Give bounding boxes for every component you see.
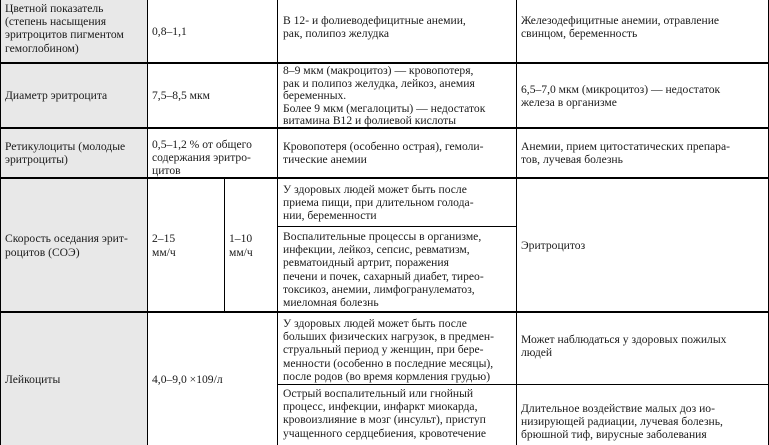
indicator-diameter	[1, 64, 147, 127]
indicator-esr-text: Скорость оседания эрит- роцитов (СОЭ)	[5, 232, 128, 259]
grid-line-col3	[516, 0, 517, 445]
indicator-esr	[1, 179, 147, 311]
indicator-diameter-text: Диаметр эритроцита	[5, 89, 108, 103]
grid-line-col2	[277, 0, 278, 445]
increase-esr-disease: Воспалительные процессы в организме, инфекции, лейкоз, сепсис, ревматизм, ревматоидный артрит, поражения печени и почек, сахарный диабет, тирео- токсикоз, анемии, лимфогранулематоз, миеломная болезнь	[283, 230, 484, 310]
decrease-diameter	[517, 64, 769, 127]
grid-row-sep-3	[0, 177, 769, 179]
increase-esr-healthy: У здоровых людей может быть после приема пищи, при длительном голода- нии, беременности	[283, 183, 474, 223]
norm-leukocytes	[148, 313, 274, 445]
norm-diameter	[148, 64, 272, 127]
grid-line-col1	[147, 0, 148, 445]
decrease-leukocytes-healthy: Может наблюдаться у здоровых пожилых людей	[521, 333, 727, 360]
increase-color-index: В 12- и фолиеводефицитные анемии, рак, полипоз желудка	[283, 14, 466, 41]
indicator-leukocytes-text: Лейкоциты	[5, 372, 61, 386]
grid-esr-inner-sep	[277, 226, 517, 227]
norm-esr-women-text: 2–15 мм/ч	[152, 232, 176, 259]
decrease-diameter-text: 6,5–7,0 мкм (микроцитоз) — недостаток железа в организме	[521, 82, 721, 109]
decrease-reticulocytes: Анемии, прием цитостатических препара- тов, лучевая болезнь	[521, 140, 730, 167]
decrease-color-index: Железодефицитные анемии, отравление свинцом, беременность	[521, 14, 720, 41]
grid-row-sep-4	[0, 311, 769, 313]
norm-color-index	[148, 0, 272, 62]
indicator-color-index: Цветной показатель (степень насыщения эритроцитов пигментом гемоглобином)	[5, 2, 124, 55]
grid-line-esr-split	[224, 179, 225, 311]
decrease-esr	[517, 179, 769, 311]
decrease-leukocytes-disease: Длительное воздействие малых доз ио- низирующей радиации, лучевая болезнь, брюшной тиф, вирусные заболевания	[521, 402, 723, 442]
norm-reticulocytes: 0,5–1,2 % от общего содержания эритро- цитов	[152, 138, 252, 178]
indicator-reticulocytes: Ретикулоциты (молодые эритроциты)	[5, 140, 126, 167]
increase-diameter: 8–9 мкм (макроцитоз) — кровопотеря, рак и полипоз желудка, лейкоз, анемия беременных. Более 9 мкм (мегалоциты) — недостаток витамина В12 и фолиевой кислоты	[283, 64, 486, 128]
indicator-leukocytes	[1, 313, 147, 445]
norm-leukocytes-text: 4,0–9,0 ×109/л	[152, 372, 223, 386]
norm-esr-women	[148, 179, 224, 311]
grid-leuko-inner-sep	[277, 384, 769, 385]
increase-leukocytes-healthy: У здоровых людей может быть после больших физических нагрузок, в предмен- струальный период у женщин, при бере- менности (особенно в последние месяцы), после родов (во время кормления грудью)	[283, 317, 494, 383]
decrease-esr-text: Эритроцитоз	[521, 238, 586, 252]
norm-diameter-text: 7,5–8,5 мкм	[152, 89, 210, 103]
norm-esr-men	[225, 179, 275, 311]
norm-esr-men-text: 1–10 мм/ч	[229, 232, 253, 259]
grid-line-left	[0, 0, 1, 445]
increase-leukocytes-disease: Острый воспалительный или гнойный процесс, инфекции, инфаркт миокарда, кровоизлияние в мозг (инсульт), приступ учащенного сердцебиения, кровотечение	[283, 387, 487, 440]
grid-row-sep-2	[0, 127, 769, 129]
increase-reticulocytes: Кровопотеря (особенно острая), гемоли- тические анемии	[283, 140, 484, 167]
grid-row-sep-1	[0, 62, 769, 64]
norm-color-index-text: 0,8–1,1	[152, 24, 187, 38]
